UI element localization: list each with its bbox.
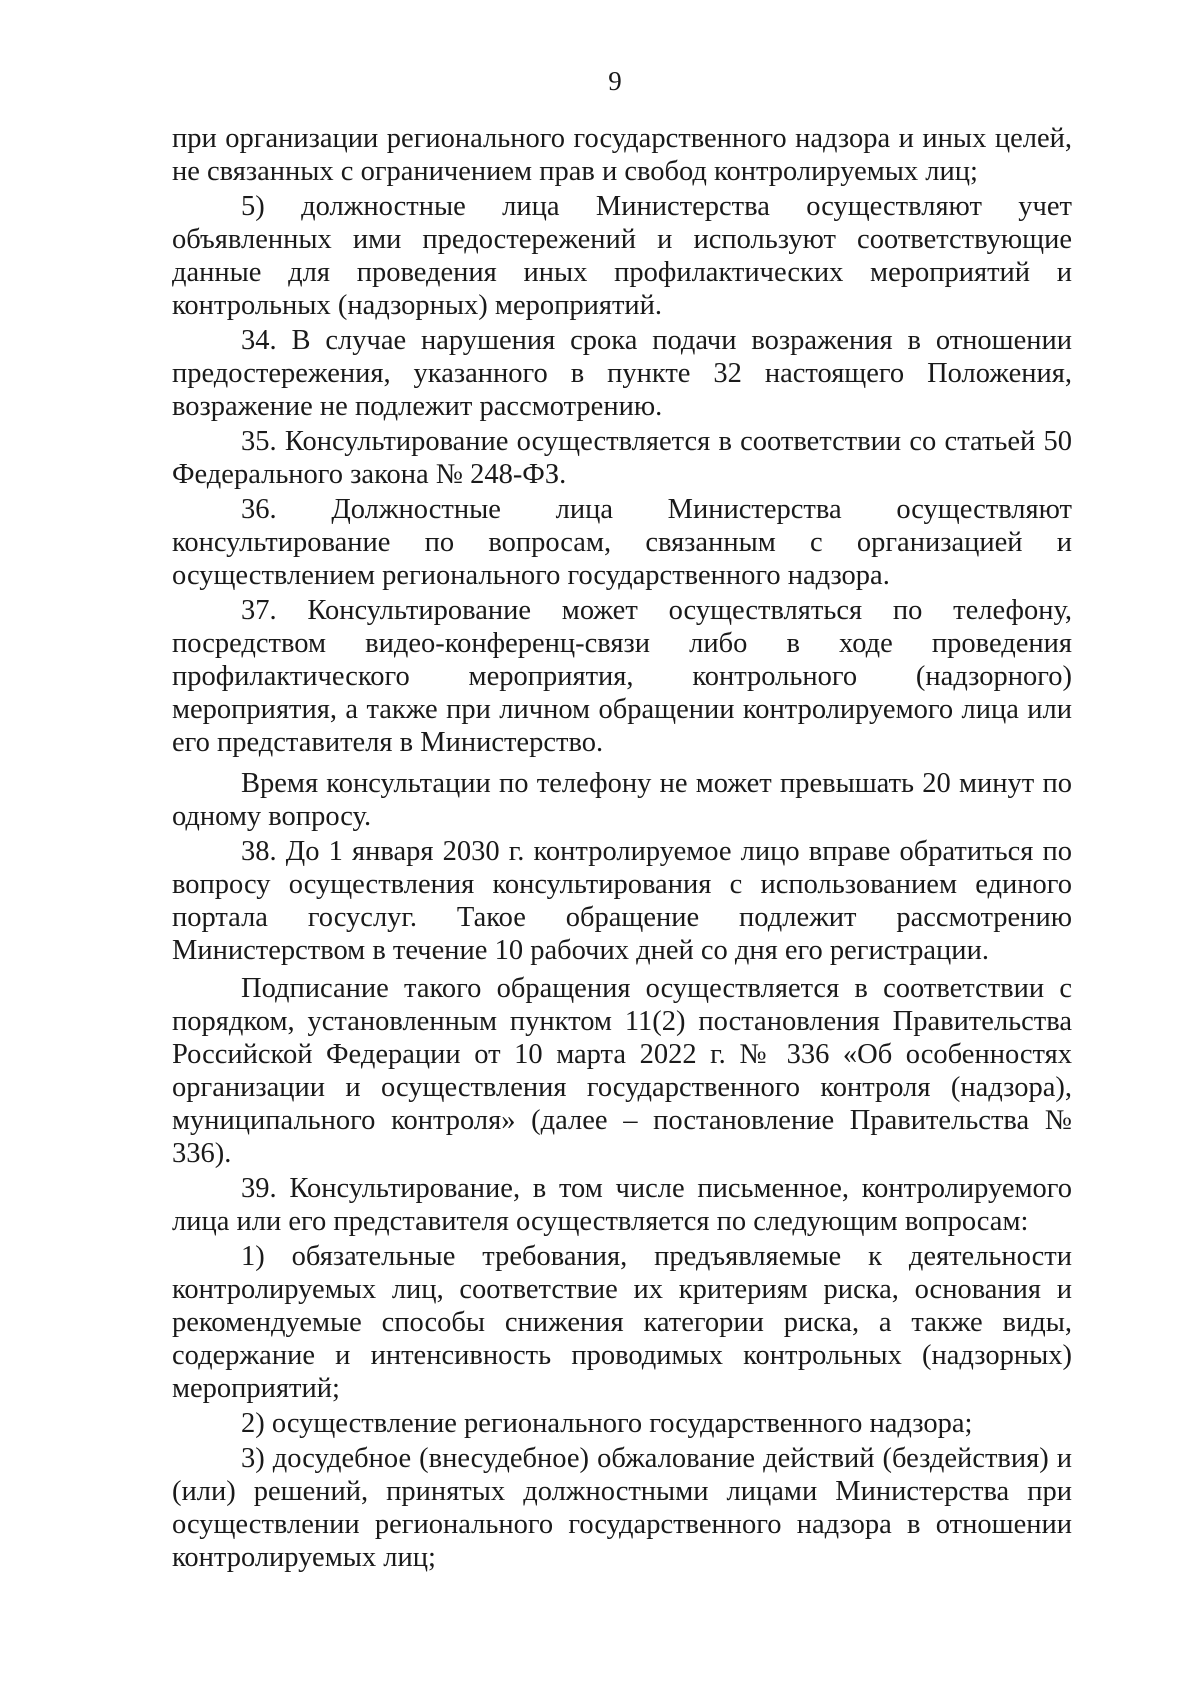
page-number: 9 <box>608 66 622 96</box>
paragraph-signing: Подписание такого обращения осуществляется в соответствии с порядком, установленным пунктом 11(2) постановления Правительства Российской Федерации от 10 марта 2022 г. № 336 «Об особенностях организации и осуществления государственного контроля (надзора), муниципального контроля» (далее – постановление Правительства № 336). <box>172 973 1072 1169</box>
paragraph-35: 35. Консультирование осуществляется в соответствии со статьей 50 Федерального закона № 248-ФЗ. <box>172 426 1072 490</box>
paragraph-continuation: при организации регионального государственного надзора и иных целей, не связанных с ограничением прав и свобод контролируемых лиц; <box>172 123 1072 187</box>
paragraph-item-5: 5) должностные лица Министерства осуществляют учет объявленных ими предостережений и используют соответствующие данные для проведения иных профилактических мероприятий и контрольных (надзорных) мероприятий. <box>172 191 1072 321</box>
paragraph-36: 36. Должностные лица Министерства осуществляют консультирование по вопросам, связанным с организацией и осуществлением регионального государственного надзора. <box>172 494 1072 591</box>
paragraph-consultation-time: Время консультации по телефону не может превышать 20 минут по одному вопросу. <box>172 768 1072 832</box>
paragraph-38: 38. До 1 января 2030 г. контролируемое лицо вправе обратиться по вопросу осуществления консультирования с использованием единого портала госуслуг. Такое обращение подлежит рассмотрению Министерством в течение 10 рабочих дней со дня его регистрации. <box>172 836 1072 966</box>
list-item-3: 3) досудебное (внесудебное) обжалование действий (бездействия) и (или) решений, принятых должностными лицами Министерства при осуществлении регионального государственного надзора в отношении контролируемых лиц; <box>172 1443 1072 1573</box>
paragraph-34: 34. В случае нарушения срока подачи возражения в отношении предостережения, указанного в пункте 32 настоящего Положения, возражение не подлежит рассмотрению. <box>172 325 1072 422</box>
paragraph-39: 39. Консультирование, в том числе письменное, контролируемого лица или его представителя осуществляется по следующим вопросам: <box>172 1173 1072 1237</box>
list-item-2: 2) осуществление регионального государственного надзора; <box>241 1408 973 1439</box>
document-body <box>172 122 1072 1574</box>
paragraph-37: 37. Консультирование может осуществляться по телефону, посредством видео-конференц-связи либо в ходе проведения профилактического мероприятия, контрольного (надзорного) мероприятия, а также при личном обращении контролируемого лица или его представителя в Министерство. <box>172 595 1072 758</box>
list-item-1: 1) обязательные требования, предъявляемые к деятельности контролируемых лиц, соответствие их критериям риска, основания и рекомендуемые способы снижения категории риска, а также виды, содержание и интенсивность проводимых контрольных (надзорных) мероприятий; <box>172 1241 1072 1404</box>
